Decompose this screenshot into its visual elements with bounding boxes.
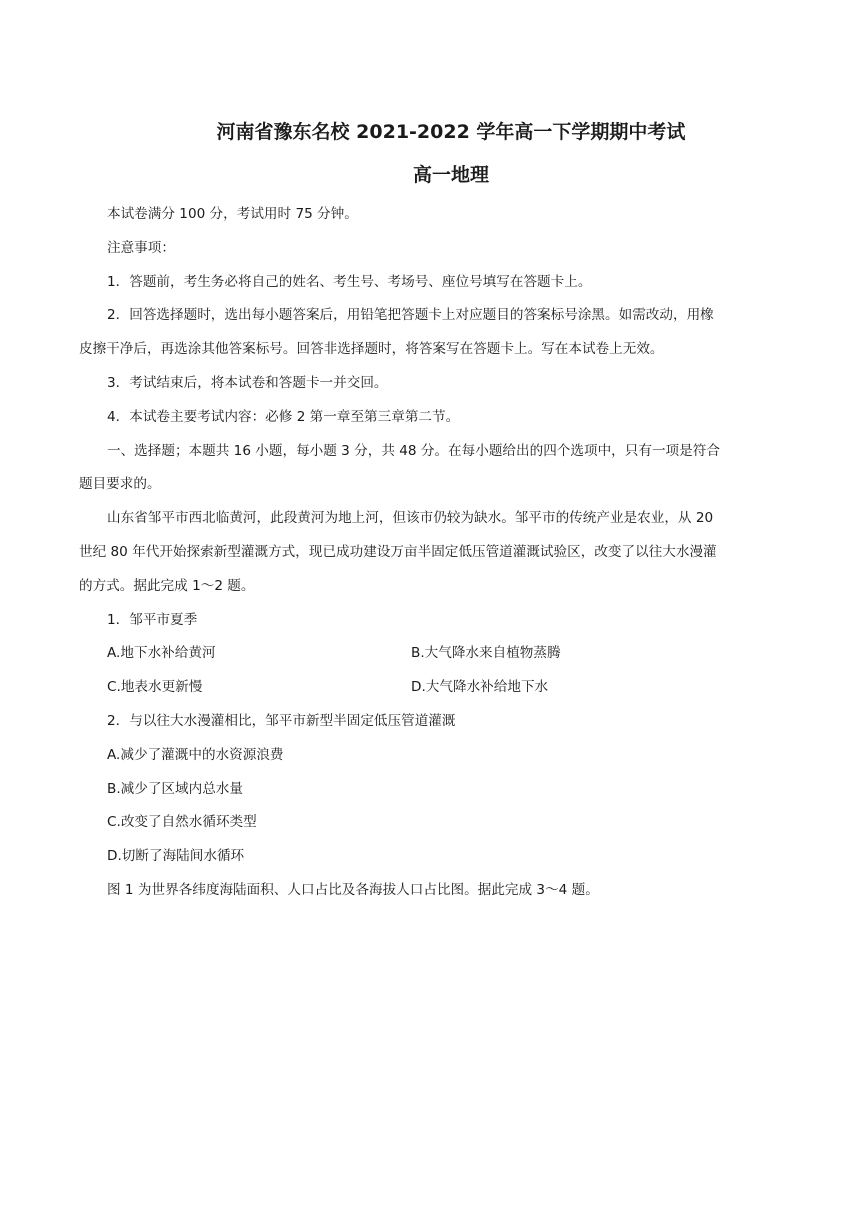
exam-subject: 高一地理 <box>412 164 489 186</box>
notice-item-1: 1．答题前，考生务必将自己的姓名、考生号、考场号、座位号填写在答题卡上。 <box>107 273 592 290</box>
exam-title: 河南省豫东名校 2021-2022 学年高一下学期期中考试 <box>216 121 686 143</box>
passage-line-1: 山东省邹平市西北临黄河，此段黄河为地上河，但该市仍较为缺水。邹平市的传统产业是农业，从 20 <box>107 510 714 527</box>
question-1-option-b: B.大气降水来自植物蒸腾 <box>411 645 561 662</box>
passage-line-2: 世纪 80 年代开始探索新型灌溉方式，现已成功建设万亩半固定低压管道灌溉试验区，改变了以往大水漫灌 <box>79 543 717 560</box>
question-1-options-row-2 <box>107 671 783 705</box>
question-1-options-row-1 <box>107 637 783 671</box>
question-2-stem: 2．与以往大水漫灌相比，邹平市新型半固定低压管道灌溉 <box>107 712 456 729</box>
notice-item-2: 2．回答选择题时，选出每小题答案后，用铅笔把答题卡上对应题目的答案标号涂黑。如需改动，用橡 <box>107 307 714 324</box>
notice-heading: 注意事项： <box>107 239 175 256</box>
question-1-stem: 1．邹平市夏季 <box>107 611 198 628</box>
notice-item-2-continued: 皮擦干净后，再选涂其他答案标号。回答非选择题时，将答案写在答题卡上。写在本试卷上无效。 <box>79 341 664 358</box>
notice-item-4: 4．本试卷主要考试内容：必修 2 第一章至第三章第二节。 <box>107 408 460 425</box>
score-line: 本试卷满分 100 分，考试用时 75 分钟。 <box>107 206 358 222</box>
notice-item-3: 3．考试结束后，将本试卷和答题卡一并交回。 <box>107 374 388 391</box>
exam-body <box>79 198 783 908</box>
question-1-option-a: A.地下水补给黄河 <box>107 645 216 662</box>
question-1-option-c: C.地表水更新慢 <box>107 679 203 696</box>
question-2-option-b: B.减少了区域内总水量 <box>107 780 243 797</box>
section-heading: 一、选择题；本题共 16 小题，每小题 3 分，共 48 分。在每小题给出的四个选项中，只有一项是符合 <box>107 442 720 459</box>
question-2-option-d: D.切断了海陆间水循环 <box>107 848 245 865</box>
question-2-option-c: C.改变了自然水循环类型 <box>107 814 257 831</box>
question-2-option-a: A.减少了灌溉中的水资源浪费 <box>107 746 284 763</box>
passage-line-3: 的方式。据此完成 1～2 题。 <box>79 577 255 594</box>
question-1-option-d: D.大气降水补给地下水 <box>411 679 549 696</box>
figure-intro: 图 1 为世界各纬度海陆面积、人口占比及各海拔人口占比图。据此完成 3～4 题。 <box>107 881 599 898</box>
section-heading-continued: 题目要求的。 <box>79 476 161 493</box>
